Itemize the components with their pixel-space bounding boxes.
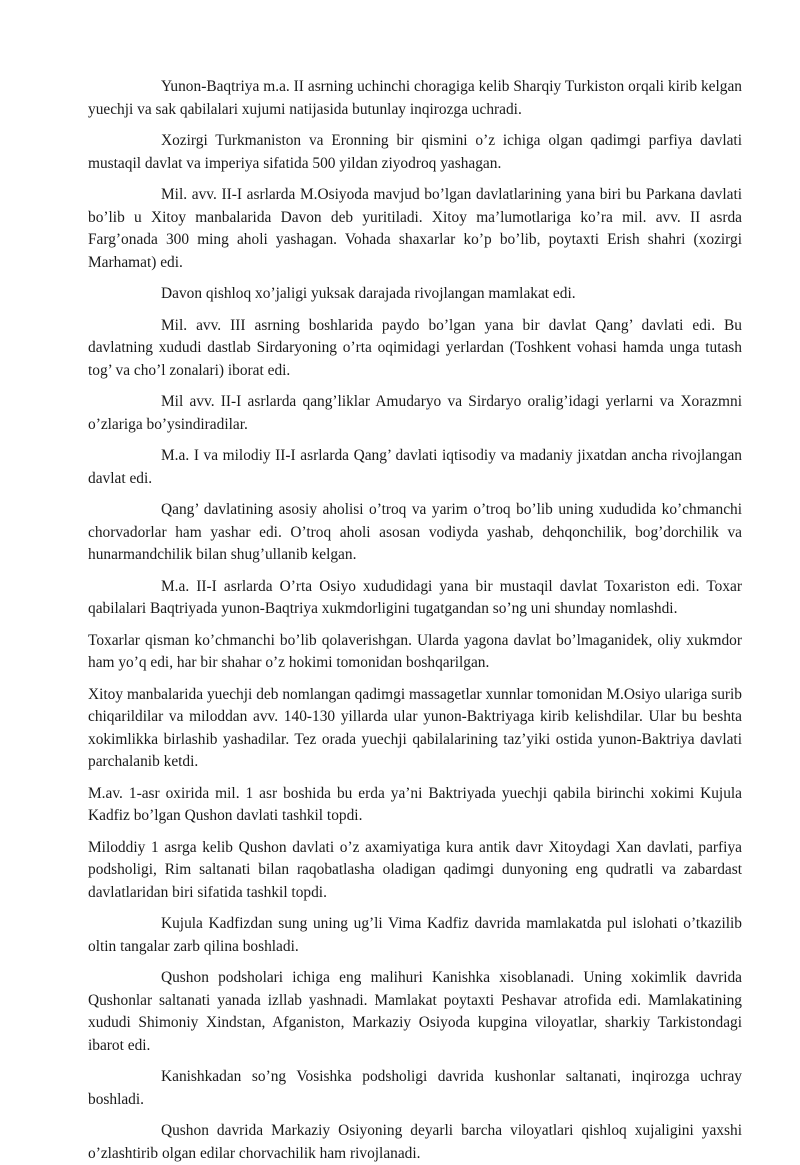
paragraph-1: Yunon-Baqtriya m.a. II asrning uchinchi choragiga kelib Sharqiy Turkiston orqali kirib kelgan yuechji va sak qabilalari xujumi natijasida butunlay inqirozga uchradi.	[88, 78, 742, 118]
paragraph-12: M.av. 1-asr oxirida mil. 1 asr boshida bu erda ya’ni Baktriyada yuechji qabila birinchi xokimi Kujula Kadfiz bo’lgan Qushon davlati tashkil topdi.	[88, 784, 742, 824]
paragraph-11: Xitoy manbalarida yuechji deb nomlangan qadimgi massagetlar xunnlar tomonidan M.Osiyo ulariga surib chiqarildilar va miloddan avv. 140-130 yillarda ular yunon-Baktriyaga kirib kelishdilar. Ular bu beshta xokimlikka birlashib yashadilar. Tez orada yuechji qabilalarining taz’yiki ostida yunon-Baktriya davlati parchalanib ketdi.	[88, 685, 742, 770]
paragraph-14: Kujula Kadfizdan sung uning ug’li Vima Kadfiz davrida mamlakatda pul islohati o’tkazilib oltin tangalar zarb qilina boshladi.	[88, 915, 742, 955]
paragraph-7: M.a. I va milodiy II-I asrlarda Qang’ davlati iqtisodiy va madaniy jixatdan ancha rivojlangan davlat edi.	[88, 447, 742, 487]
paragraph-17: Qushon davrida Markaziy Osiyoning deyarli barcha viloyatlari qishloq xujaligini yaxshi o’zlashtirib olgan edilar chorvachilik ham rivojlanadi.	[88, 1122, 742, 1162]
paragraph-16: Kanishkadan so’ng Vosishka podsholigi davrida kushonlar saltanati, inqirozga uchray boshladi.	[88, 1068, 742, 1108]
paragraph-6: Mil avv. II-I asrlarda qang’liklar Amudaryo va Sirdaryo oralig’idagi yerlarni va Xorazmni o’zlariga bo’ysindiradilar.	[88, 393, 742, 433]
paragraph-2: Xozirgi Turkmaniston va Eronning bir qismini o’z ichiga olgan qadimgi parfiya davlati mustaqil davlat va imperiya sifatida 500 yildan ziyodroq yashagan.	[88, 132, 742, 172]
paragraph-8: Qang’ davlatining asosiy aholisi o’troq va yarim o’troq bo’lib uning xududida ko’chmanchi chorvadorlar ham yashar edi. O’troq aholi asosan vodiyda yashab, dehqonchilik, bog’dorchilik va hunarmandchilik bilan shug’ullanib kelgan.	[88, 501, 742, 563]
document-body	[88, 76, 742, 1165]
paragraph-5: Mil. avv. III asrning boshlarida paydo bo’lgan yana bir davlat Qang’ davlati edi. Bu davlatning xududi dastlab Sirdaryoning o’rta oqimidagi yerlardan (Toshkent vohasi hamda unga tutash tog’ va cho’l zonalari) iborat edi.	[88, 316, 742, 379]
paragraph-15: Qushon podsholari ichiga eng malihuri Kanishka xisoblanadi. Uning xokimlik davrida Qushonlar saltanati yanada izllab yashnadi. Mamlakat poytaxti Peshavar atrofida edi. Mamlakatining xududi Shimoniy Xindstan, Afganiston, Markaziy Osiyoda kupgina viloyatlar, sharkiy Tarkistondagi ibarot edi.	[88, 969, 742, 1054]
paragraph-4: Davon qishloq xo’jaligi yuksak darajada rivojlangan mamlakat edi.	[161, 285, 576, 302]
paragraph-13: Miloddiy 1 asrga kelib Qushon davlati o’z axamiyatiga kura antik davr Xitoydagi Xan davlati, parfiya podsholigi, Rim saltanati bilan raqobatlasha oladigan qadimgi dunyoning eng qudratli va zabardast davlatlaridan biri sifatida tashkil topdi.	[88, 838, 742, 901]
paragraph-9: M.a. II-I asrlarda O’rta Osiyo xududidagi yana bir mustaqil davlat Toxariston edi. Toxar qabilalari Baqtriyada yunon-Baqtriya xukmdorligini tugatgandan so’ng uni shunday nomlashdi.	[88, 577, 742, 617]
paragraph-3: Mil. avv. II-I asrlarda M.Osiyoda mavjud bo’lgan davlatlarining yana biri bu Parkana davlati bo’lib u Xitoy manbalarida Davon deb yuritiladi. Xitoy ma’lumotlariga ko’ra mil. avv. II asrda Farg’onada 300 ming aholi yashagan. Vohada shaxarlar ko’p bo’lib, poytaxti Erish shahri (xozirgi Marhamat) edi.	[88, 186, 742, 271]
paragraph-10: Toxarlar qisman ko’chmanchi bo’lib qolaverishgan. Ularda yagona davlat bo’lmaganidek, oliy xukmdor ham yo’q edi, har bir shahar o’z hokimi tomonidan boshqarilgan.	[88, 631, 742, 671]
